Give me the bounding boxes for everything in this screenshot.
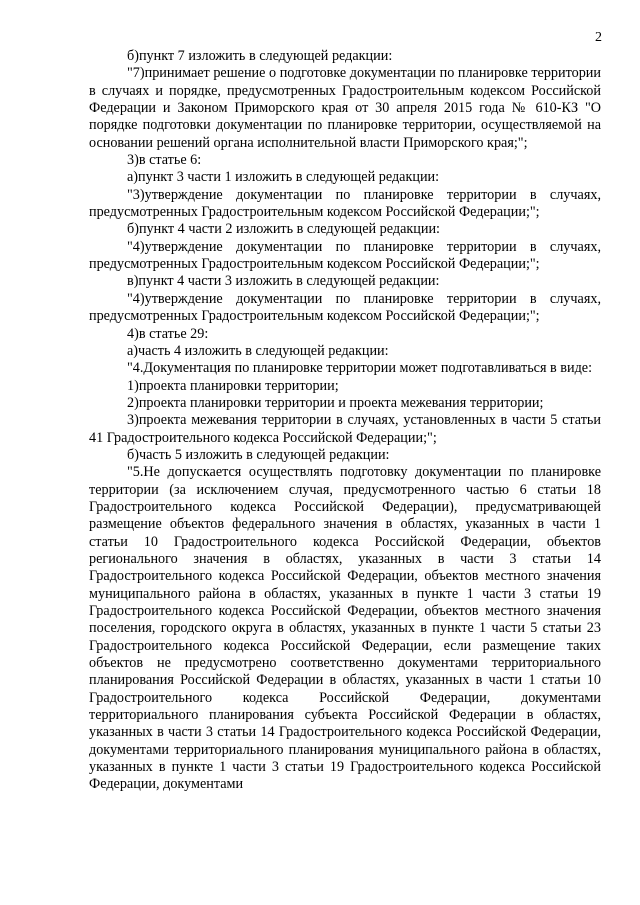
paragraph: 2)проекта планировки территории и проекта межевания территории; (127, 394, 544, 411)
paragraph: 3)в статье 6: (127, 152, 202, 169)
paragraph: "7)принимает решение о подготовке документации по планировке территории в случаях и порядке, предусмотренных Градостроительным кодексом Российской Федерации и Законом Приморского края от 30 апреля 2015 года № 610-КЗ "О порядке подготовки документации по планировке территории, осуществляемой на основании решений органа исполнительной власти Приморского края;"; (89, 65, 601, 151)
paragraph: 1)проекта планировки территории; (127, 377, 339, 394)
paragraph: "4)утверждение документации по планировке территории в случаях, предусмотренных Градостроительным кодексом Российской Федерации;"; (89, 238, 601, 273)
page-number: 2 (595, 30, 602, 45)
document-body (89, 48, 601, 794)
paragraph: "5.Не допускается осуществлять подготовку документации по планировке территории (за исключением случая, предусмотренного частью 6 статьи 18 Градостроительного кодекса Российской Федерации), предусматривающей размещение объектов федерального значения в областях, указанных в части 1 статьи 10 Градостроительного кодекса Российской Федерации, объектов регионального значения в областях, указанных в части 3 статьи 14 Градостроительного кодекса Российской Федерации, объектов местного значения муниципального района в областях, указанных в пункте 1 части 3 статьи 19 Градостроительного кодекса Российской Федерации, объектов местного значения поселения, городского округа в областях, указанных в пункте 1 части 5 статьи 23 Градостроительного кодекса Российской Федерации, если размещение таких объектов не предусмотрено соответственно документами территориального планирования Российской Федерации в областях, указанных в части 1 статьи 10 Градостроительного кодекса Российской Федерации, документами территориального планирования субъекта Российской Федерации в областях, указанных в части 3 статьи 14 Градостроительного кодекса Российской Федерации, документами территориального планирования муниципального района в областях, указанных в пункте 1 части 3 статьи 19 Градостроительного кодекса Российской Федерации, документами (89, 464, 601, 793)
paragraph: "3)утверждение документации по планировке территории в случаях, предусмотренных Градостроительным кодексом Российской Федерации;"; (89, 186, 601, 221)
paragraph: "4)утверждение документации по планировке территории в случаях, предусмотренных Градостроительным кодексом Российской Федерации;"; (89, 290, 601, 325)
paragraph: б)пункт 7 изложить в следующей редакции: (127, 48, 393, 64)
paragraph: а)пункт 3 части 1 изложить в следующей редакции: (127, 169, 440, 186)
paragraph: "4.Документация по планировке территории может подготавливаться в виде: (127, 360, 593, 377)
paragraph: 4)в статье 29: (127, 325, 209, 342)
paragraph: в)пункт 4 части 3 изложить в следующей редакции: (127, 273, 440, 290)
paragraph: б)пункт 4 части 2 изложить в следующей редакции: (127, 221, 440, 238)
paragraph: 3)проекта межевания территории в случаях, установленных в части 5 статьи 41 Градостроительного кодекса Российской Федерации;"; (89, 412, 601, 446)
paragraph: а)часть 4 изложить в следующей редакции: (127, 342, 389, 359)
paragraph: б)часть 5 изложить в следующей редакции: (127, 446, 390, 463)
